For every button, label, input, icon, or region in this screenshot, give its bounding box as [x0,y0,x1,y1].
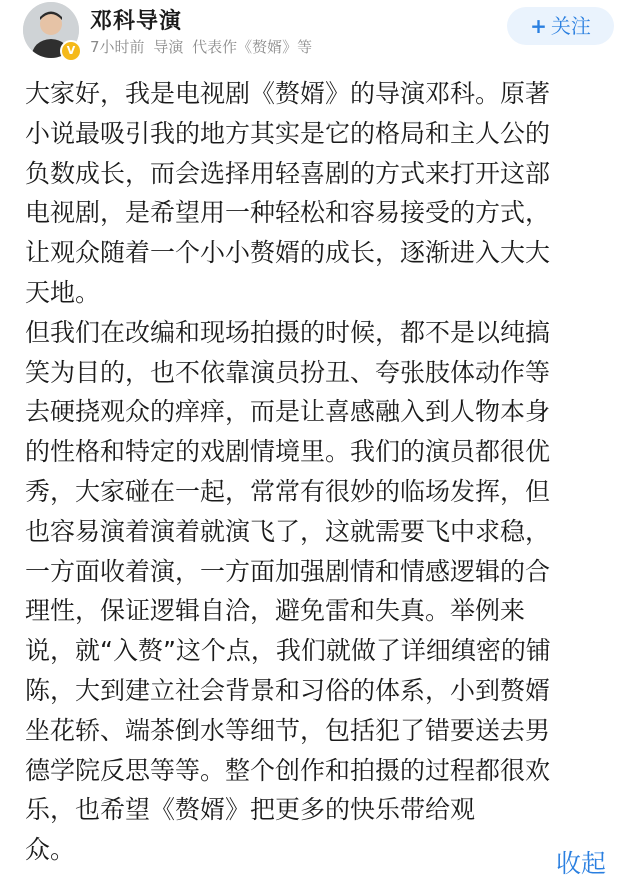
text-line: 德学院反思等等。整个创作和拍摄的过程都很欢 [25,755,551,785]
text-line: 笑为目的，也不依靠演员扮丑、夸张肢体动作等 [25,357,551,387]
text-line: 一方面收着演，一方面加强剧情和情感逻辑的合 [25,556,551,586]
post-body [25,74,625,870]
text-line: 小说最吸引我的地方其实是它的格局和主人公的 [25,118,551,148]
paragraph-1 [25,74,625,313]
text-line: 乐，也希望《赘婿》把更多的快乐带给观 [25,795,476,825]
follow-button-label: 关注 [550,14,591,38]
text-line: 大家好，我是电视剧《赘婿》的导演邓科。原著 [25,79,551,108]
text-line: 说，就“入赘”这个点，我们就做了详细缜密的铺 [25,636,551,666]
text-line: 理性，保证逻辑自洽，避免雷和失真。举例来 [25,596,526,626]
collapse-button[interactable]: 收起 [556,849,607,878]
author-title: 导演 [153,38,184,56]
paragraph-2 [25,313,625,870]
author-name[interactable]: 邓科导演 [90,9,183,34]
text-line: 秀，大家碰在一起，常常有很妙的临场发挥，但 [25,476,551,506]
text-line: 但我们在改编和现场拍摄的时候，都不是以纯搞 [25,317,551,347]
text-line: 众。 [25,835,76,865]
post-meta [90,36,316,57]
text-line: 陈，大到建立社会背景和习俗的体系，小到赘婿 [25,675,551,705]
text-line: 的性格和特定的戏剧情境里。我们的演员都很优 [25,437,551,467]
plus-icon: + [530,14,547,38]
text-line: 天地。 [25,277,101,307]
text-line: 去硬挠观众的痒痒，而是让喜感融入到人物本身 [25,397,551,427]
text-line: 负数成长，而会选择用轻喜剧的方式来打开这部 [25,158,551,188]
author-works: 代表作《赘婿》等 [192,38,313,56]
post-time: 7小时前 [90,38,145,56]
text-line: 让观众随着一个小小赘婿的成长，逐渐进入大大 [25,238,551,268]
text-line: 电视剧，是希望用一种轻松和容易接受的方式， [25,198,551,228]
verified-badge-icon: V [60,40,82,62]
post-header [0,0,640,66]
follow-button[interactable] [507,7,614,45]
text-line: 坐花轿、端茶倒水等细节，包括犯了错要送去男 [25,715,551,745]
text-line: 也容易演着演着就演飞了，这就需要飞中求稳， [25,516,551,546]
